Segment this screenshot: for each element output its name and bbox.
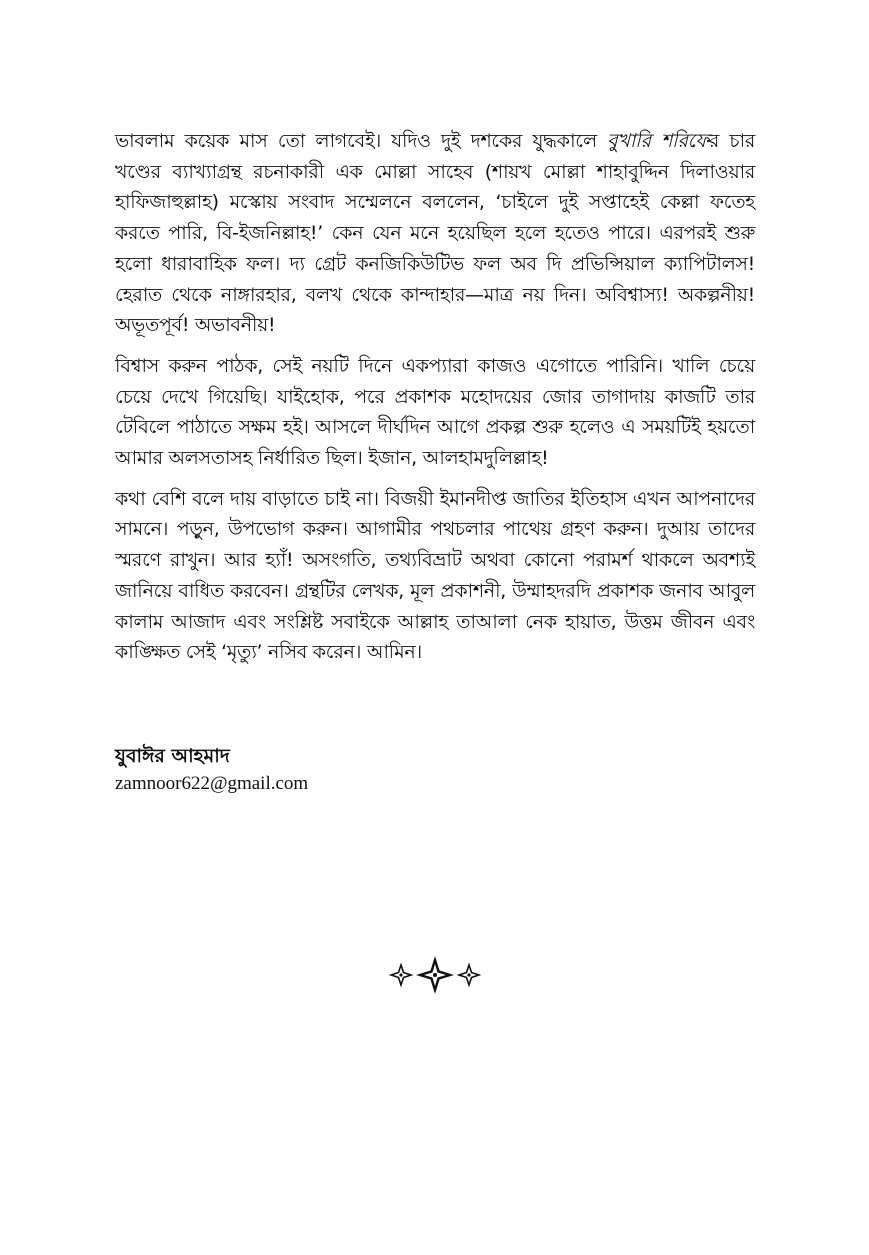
- signature-block: [115, 742, 515, 798]
- paragraph-3: কথা বেশি বলে দায় বাড়াতে চাই না। বিজয়ী ইমানদীপ্ত জাতির ইতিহাস এখন আপনাদের সামনে। পড়ুন, উপভোগ করুন। আগামীর পথচলার পাথেয় গ্রহণ করুন। দুআয় তাদের স্মরণে রাখুন। আর হ্যাঁ! অসংগতি, তথ্যবিভ্রাট অথবা কোনো পরামর্শ থাকলে অবশ্যই জানিয়ে বাধিত করবেন। গ্রন্থটির লেখক, মূল প্রকাশনী, উম্মাহদরদি প্রকাশক জনাব আবুল কালাম আজাদ এবং সংশ্লিষ্ট সবাইকে আল্লাহ তাআলা নেক হায়াত, উত্তম জীবন এবং কাঙ্ক্ষিত সেই ‘মৃত্যু’ নসিব করেন। আমিন।: [115, 487, 755, 664]
- small-star-left-icon: [391, 965, 411, 985]
- paragraph-1-rest: র চার খণ্ডের ব্যাখ্যাগ্রন্থ রচনাকারী এক মোল্লা সাহেব (শায়খ মোল্লা শাহাবুদ্দিন দিলাওয়ার হাফিজাহুল্লাহ) মস্কোয় সংবাদ সম্মেলনে বললেন, ‘চাইলে দুই সপ্তাহেই কেল্লা ফতেহ করতে পারি, বি-ইজনিল্লাহ!’ কেন যেন মনে হয়েছিল হলে হতেও পারে। এরপরই শুরু হলো ধারাবাহিক ফল। দ্য গ্রেট কনজিকিউটিভ ফল অব দি প্রভিন্সিয়াল ক্যাপিটালস! হেরাত থেকে নাঙ্গারহার, বলখ থেকে কান্দাহার—মাত্র নয় দিন। অবিশ্বাস্য! অকল্পনীয়! অভূতপূর্ব! অভাবনীয়!: [115, 130, 755, 337]
- small-star-right-icon: [459, 965, 479, 985]
- document-body: [115, 126, 755, 678]
- large-star-center-icon: [416, 956, 454, 994]
- paragraph-1-italic-title: বুখারি শরিফে: [607, 130, 709, 152]
- author-email: zamnoor622@gmail.com: [115, 773, 309, 794]
- paragraph-1-start: ভাবলাম কয়েক মাস তো লাগবেই। যদিও দুই দশকের যুদ্ধকালে: [115, 130, 608, 152]
- paragraph-1: [115, 126, 755, 341]
- author-name: যুবাঈর আহমাদ: [115, 745, 230, 767]
- diamond-star-ornament-icon: [389, 955, 481, 995]
- paragraph-2: বিশ্বাস করুন পাঠক, সেই নয়টি দিনে একপ্যারা কাজও এগোতে পারিনি। খালি চেয়ে চেয়ে দেখে গিয়েছি। যাইহোক, পরে প্রকাশক মহোদয়ের জোর তাগাদায় কাজটি তার টেবিলে পাঠাতে সক্ষম হই। আসলে দীর্ঘদিন আগে প্রকল্প শুরু হলেও এ সময়টিই হয়তো আমার অলসতাসহ নির্ধারিত ছিল। ইজান, আলহামদুলিল্লাহ!: [115, 354, 755, 470]
